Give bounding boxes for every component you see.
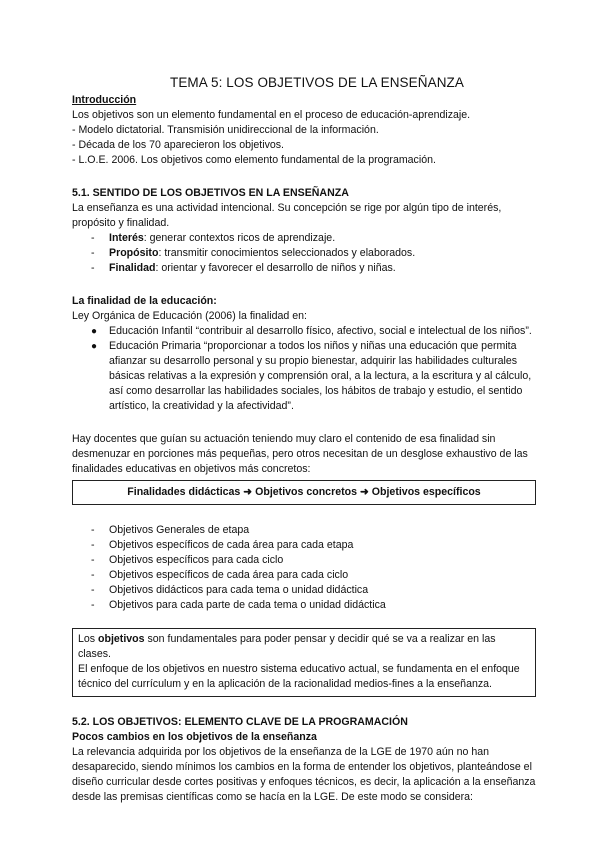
intro-heading: Introducción (72, 94, 137, 106)
term: Propósito (109, 247, 159, 259)
section-5-2-line: desaparecido, siendo mínimos los cambios en la forma de entender los objetivos, planteándose el (72, 761, 532, 773)
intro-line: - L.O.E. 2006. Los objetivos como elemento fundamental de la programación. (72, 154, 436, 166)
section-5-1-text: La enseñanza es una actividad intencional. Su concepción se rige por algún tipo de interés, (72, 202, 502, 214)
dash-marker: - (91, 569, 95, 581)
definition: : generar contextos ricos de aprendizaje. (143, 232, 336, 244)
intro-line: - Década de los 70 aparecieron los objetivos. (72, 139, 284, 151)
dash-marker: - (91, 524, 95, 536)
list-item (72, 553, 536, 568)
finalidad-list (72, 324, 536, 414)
flow-step-finalidades: Finalidades didácticas (127, 486, 241, 498)
term: Interés (109, 232, 144, 244)
finalidad-heading: La finalidad de la educación: (72, 295, 217, 307)
list-item (72, 523, 536, 538)
note-text: son fundamentales para poder pensar y decidir qué se va a realizar en las clases. (78, 633, 496, 660)
bullet-line: básicas relativas a la expresión y comprensión oral, a la lectura, a la escritura y al cálculo, (109, 370, 532, 382)
bullet-line: afianzar su desarrollo personal y su propio bienestar, adquirir las habilidades culturales (109, 355, 518, 367)
finalidad-lead: Ley Orgánica de Educación (2006) la finalidad en: (72, 310, 307, 322)
bullet-marker: ● (91, 326, 98, 337)
list-item (72, 568, 536, 583)
bullet-line: así como desarrollar las habilidades sociales, los hábitos de trabajo y estudio, el sentido (109, 385, 523, 397)
objectives-note-box (72, 628, 536, 697)
note-line: El enfoque de los objetivos en nuestro sistema educativo actual, se fundamenta en el enfoque (78, 663, 520, 675)
list-item (72, 598, 536, 613)
section-5-2-line: La relevancia adquirida por los objetivos de la enseñanza de la LGE de 1970 aún no han (72, 746, 489, 758)
bullet-line: Educación Infantil “contribuir al desarrollo físico, afectivo, social e intelectual de los niños”. (109, 325, 532, 337)
dash-marker: - (91, 262, 95, 274)
docentes-line: Hay docentes que guían su actuación teniendo muy claro el contenido de esa finalidad sin (72, 433, 496, 445)
dash-marker: - (91, 554, 95, 566)
bullet-line: artístico, la creatividad y la afectividad”. (109, 400, 294, 412)
definition: : orientar y favorecer el desarrollo de niños y niñas. (155, 262, 396, 274)
objective-text: Objetivos específicos para cada ciclo (109, 554, 284, 566)
list-item (72, 231, 536, 246)
note-line (78, 632, 530, 662)
section-5-2-heading: 5.2. LOS OBJETIVOS: ELEMENTO CLAVE DE LA PROGRAMACIÓN (72, 716, 408, 728)
page-title: TEMA 5: LOS OBJETIVOS DE LA ENSEÑANZA (169, 75, 465, 90)
bullet-line: Educación Primaria “proporcionar a todos los niños y niñas una educación que permita (109, 340, 517, 352)
dash-marker: - (91, 584, 95, 596)
list-item (72, 324, 536, 339)
list-item (72, 246, 536, 261)
definition: : transmitir conocimientos seleccionados y elaborados. (158, 247, 416, 259)
flow-step-concretos: Objetivos concretos (255, 486, 357, 498)
note-line: técnico del currículum y en la aplicación de la racionalidad medios-fines a la enseñanza. (78, 678, 492, 690)
dash-marker: - (91, 599, 95, 611)
flow-box (72, 480, 536, 505)
dash-marker: - (91, 232, 95, 244)
dash-marker: - (91, 247, 95, 259)
docentes-line: finalidades educativas en objetivos más concretos: (72, 463, 311, 475)
list-item (72, 538, 536, 553)
list-item (72, 261, 536, 276)
intro-line: - Modelo dictatorial. Transmisión unidireccional de la información. (72, 124, 379, 136)
objective-text: Objetivos específicos de cada área para cada etapa (109, 539, 354, 551)
note-text: Los (78, 633, 99, 645)
bullet-marker: ● (91, 341, 98, 352)
section-5-1-heading: 5.1. SENTIDO DE LOS OBJETIVOS EN LA ENSEÑANZA (72, 187, 349, 199)
objective-text: Objetivos específicos de cada área para cada ciclo (109, 569, 349, 581)
term: Finalidad (109, 262, 156, 274)
objective-text: Objetivos para cada parte de cada tema o unidad didáctica (109, 599, 386, 611)
objectives-list (72, 523, 536, 613)
arrow-right-icon: ➜ (359, 486, 369, 498)
list-item (72, 339, 536, 414)
intro-line: Los objetivos son un elemento fundamental en el proceso de educación-aprendizaje. (72, 109, 471, 121)
note-emphasis: objetivos (98, 633, 145, 645)
flow-step-especificos: Objetivos específicos (371, 486, 481, 498)
section-5-2-subheading: Pocos cambios en los objetivos de la enseñanza (72, 731, 317, 743)
list-item (72, 583, 536, 598)
section-5-1-text: propósito y finalidad. (72, 217, 170, 229)
purpose-list (72, 231, 536, 276)
section-5-2-line: desde las premisas científicas como se hacía en la LGE. De este modo se considera: (72, 791, 474, 803)
objective-text: Objetivos didácticos para cada tema o unidad didáctica (109, 584, 369, 596)
objective-text: Objetivos Generales de etapa (109, 524, 250, 536)
section-5-2-line: diseño curricular desde cortes positivas y enfoques técnicos, es decir, la aplicación a la enseñanza (72, 776, 536, 788)
dash-marker: - (91, 539, 95, 551)
document-content (72, 74, 536, 805)
arrow-right-icon: ➜ (243, 486, 253, 498)
docentes-line: desmenuzar en porciones más pequeñas, pero otros necesitan de un desglose exhaustivo de las (72, 448, 528, 460)
